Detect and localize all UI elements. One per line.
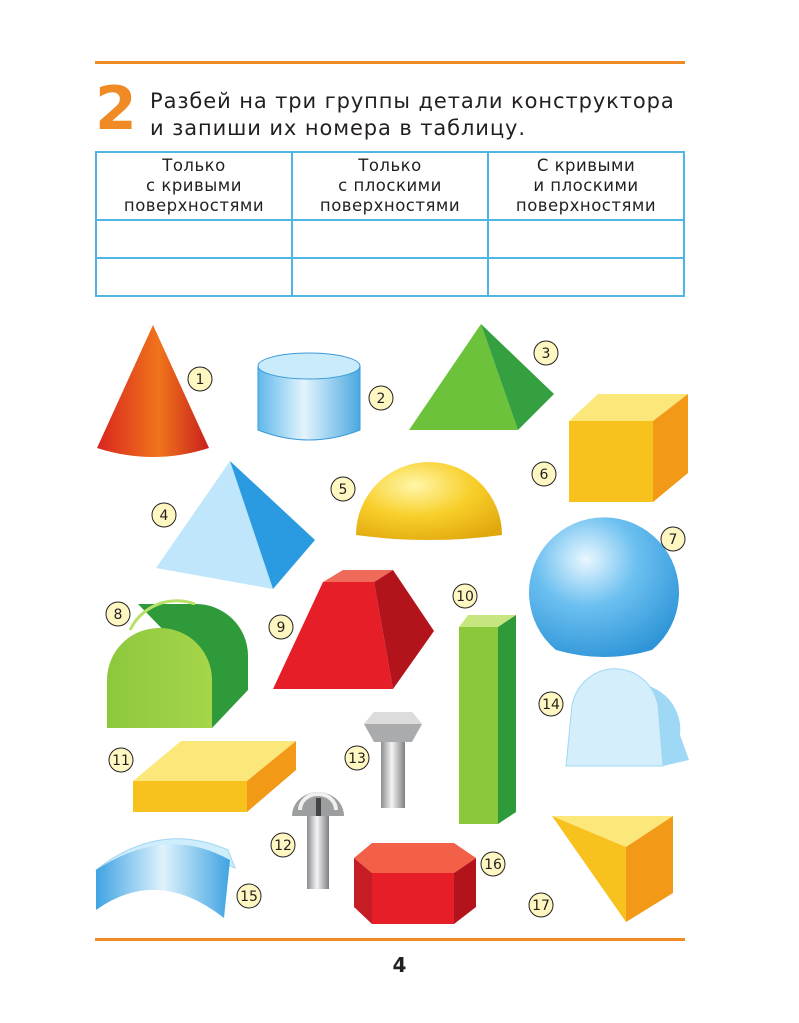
svg-text:14: 14 — [542, 697, 560, 713]
answer-cell[interactable] — [292, 220, 488, 258]
svg-text:16: 16 — [484, 857, 502, 873]
yellow-slab-shape — [133, 741, 296, 812]
svg-text:7: 7 — [668, 532, 678, 548]
blue-arch-shape — [566, 669, 689, 766]
green-pyramid-shape — [409, 324, 554, 430]
svg-text:12: 12 — [274, 838, 292, 854]
figures-illustration — [0, 310, 799, 930]
figure-label-16 — [481, 852, 505, 876]
answer-cell[interactable] — [292, 258, 488, 296]
task-line-1: Разбей на три группы детали конструктора — [150, 89, 675, 113]
figure-label-5 — [331, 477, 355, 501]
task-instruction — [150, 88, 690, 142]
answer-cell[interactable] — [488, 258, 684, 296]
answer-table — [95, 151, 685, 297]
svg-text:6: 6 — [539, 467, 549, 483]
bottom-rule — [95, 938, 685, 941]
header-curved-and-flat: С кривыми и плоскими поверхностями — [488, 152, 684, 220]
svg-text:5: 5 — [338, 482, 348, 498]
red-frustum-shape — [273, 570, 434, 689]
svg-text:2: 2 — [376, 391, 386, 407]
svg-text:11: 11 — [112, 753, 130, 769]
sphere-shape — [529, 517, 679, 657]
figure-label-2 — [369, 386, 393, 410]
svg-text:1: 1 — [195, 372, 205, 388]
figure-label-1 — [188, 367, 212, 391]
cylinder-shape — [258, 353, 360, 440]
figure-label-14 — [539, 692, 563, 716]
hex-bolt-shape — [364, 712, 422, 808]
table-row — [96, 220, 684, 258]
svg-text:8: 8 — [113, 607, 123, 623]
svg-text:13: 13 — [348, 751, 366, 767]
svg-text:4: 4 — [159, 508, 169, 524]
header-curved-only: Только с кривыми поверхностями — [96, 152, 292, 220]
half-sphere-shape — [356, 462, 502, 540]
screw-shape — [292, 792, 344, 889]
curved-plate-shape — [96, 839, 235, 918]
answer-cell[interactable] — [96, 258, 292, 296]
figure-label-8 — [106, 602, 130, 626]
figure-label-6 — [532, 462, 556, 486]
answer-cell[interactable] — [488, 220, 684, 258]
red-hexagonal-prism-shape — [354, 843, 476, 924]
yellow-cube-shape — [569, 394, 688, 502]
svg-text:9: 9 — [276, 620, 286, 636]
figure-label-10 — [453, 584, 477, 608]
task-line-2: и запиши их номера в таблицу. — [150, 116, 526, 140]
svg-text:17: 17 — [532, 898, 550, 914]
svg-text:10: 10 — [456, 589, 474, 605]
figure-label-7 — [661, 527, 685, 551]
svg-text:3: 3 — [541, 346, 551, 362]
yellow-triangular-prism-shape — [552, 816, 673, 922]
svg-text:15: 15 — [240, 889, 258, 905]
page-number: 4 — [392, 953, 407, 977]
blue-pyramid-shape — [156, 461, 315, 589]
figure-label-9 — [269, 615, 293, 639]
answer-cell[interactable] — [96, 220, 292, 258]
figure-label-3 — [534, 341, 558, 365]
green-bar-shape — [459, 615, 516, 824]
figure-label-4 — [152, 503, 176, 527]
figure-label-15 — [237, 884, 261, 908]
cone-shape — [97, 325, 209, 457]
task-number: 2 — [95, 74, 137, 144]
table-header-row — [96, 152, 684, 220]
figure-label-12 — [271, 833, 295, 857]
figure-label-13 — [345, 746, 369, 770]
figure-label-11 — [109, 748, 133, 772]
table-row — [96, 258, 684, 296]
top-rule — [95, 61, 685, 64]
header-flat-only: Только с плоскими поверхностями — [292, 152, 488, 220]
figure-label-17 — [529, 893, 553, 917]
